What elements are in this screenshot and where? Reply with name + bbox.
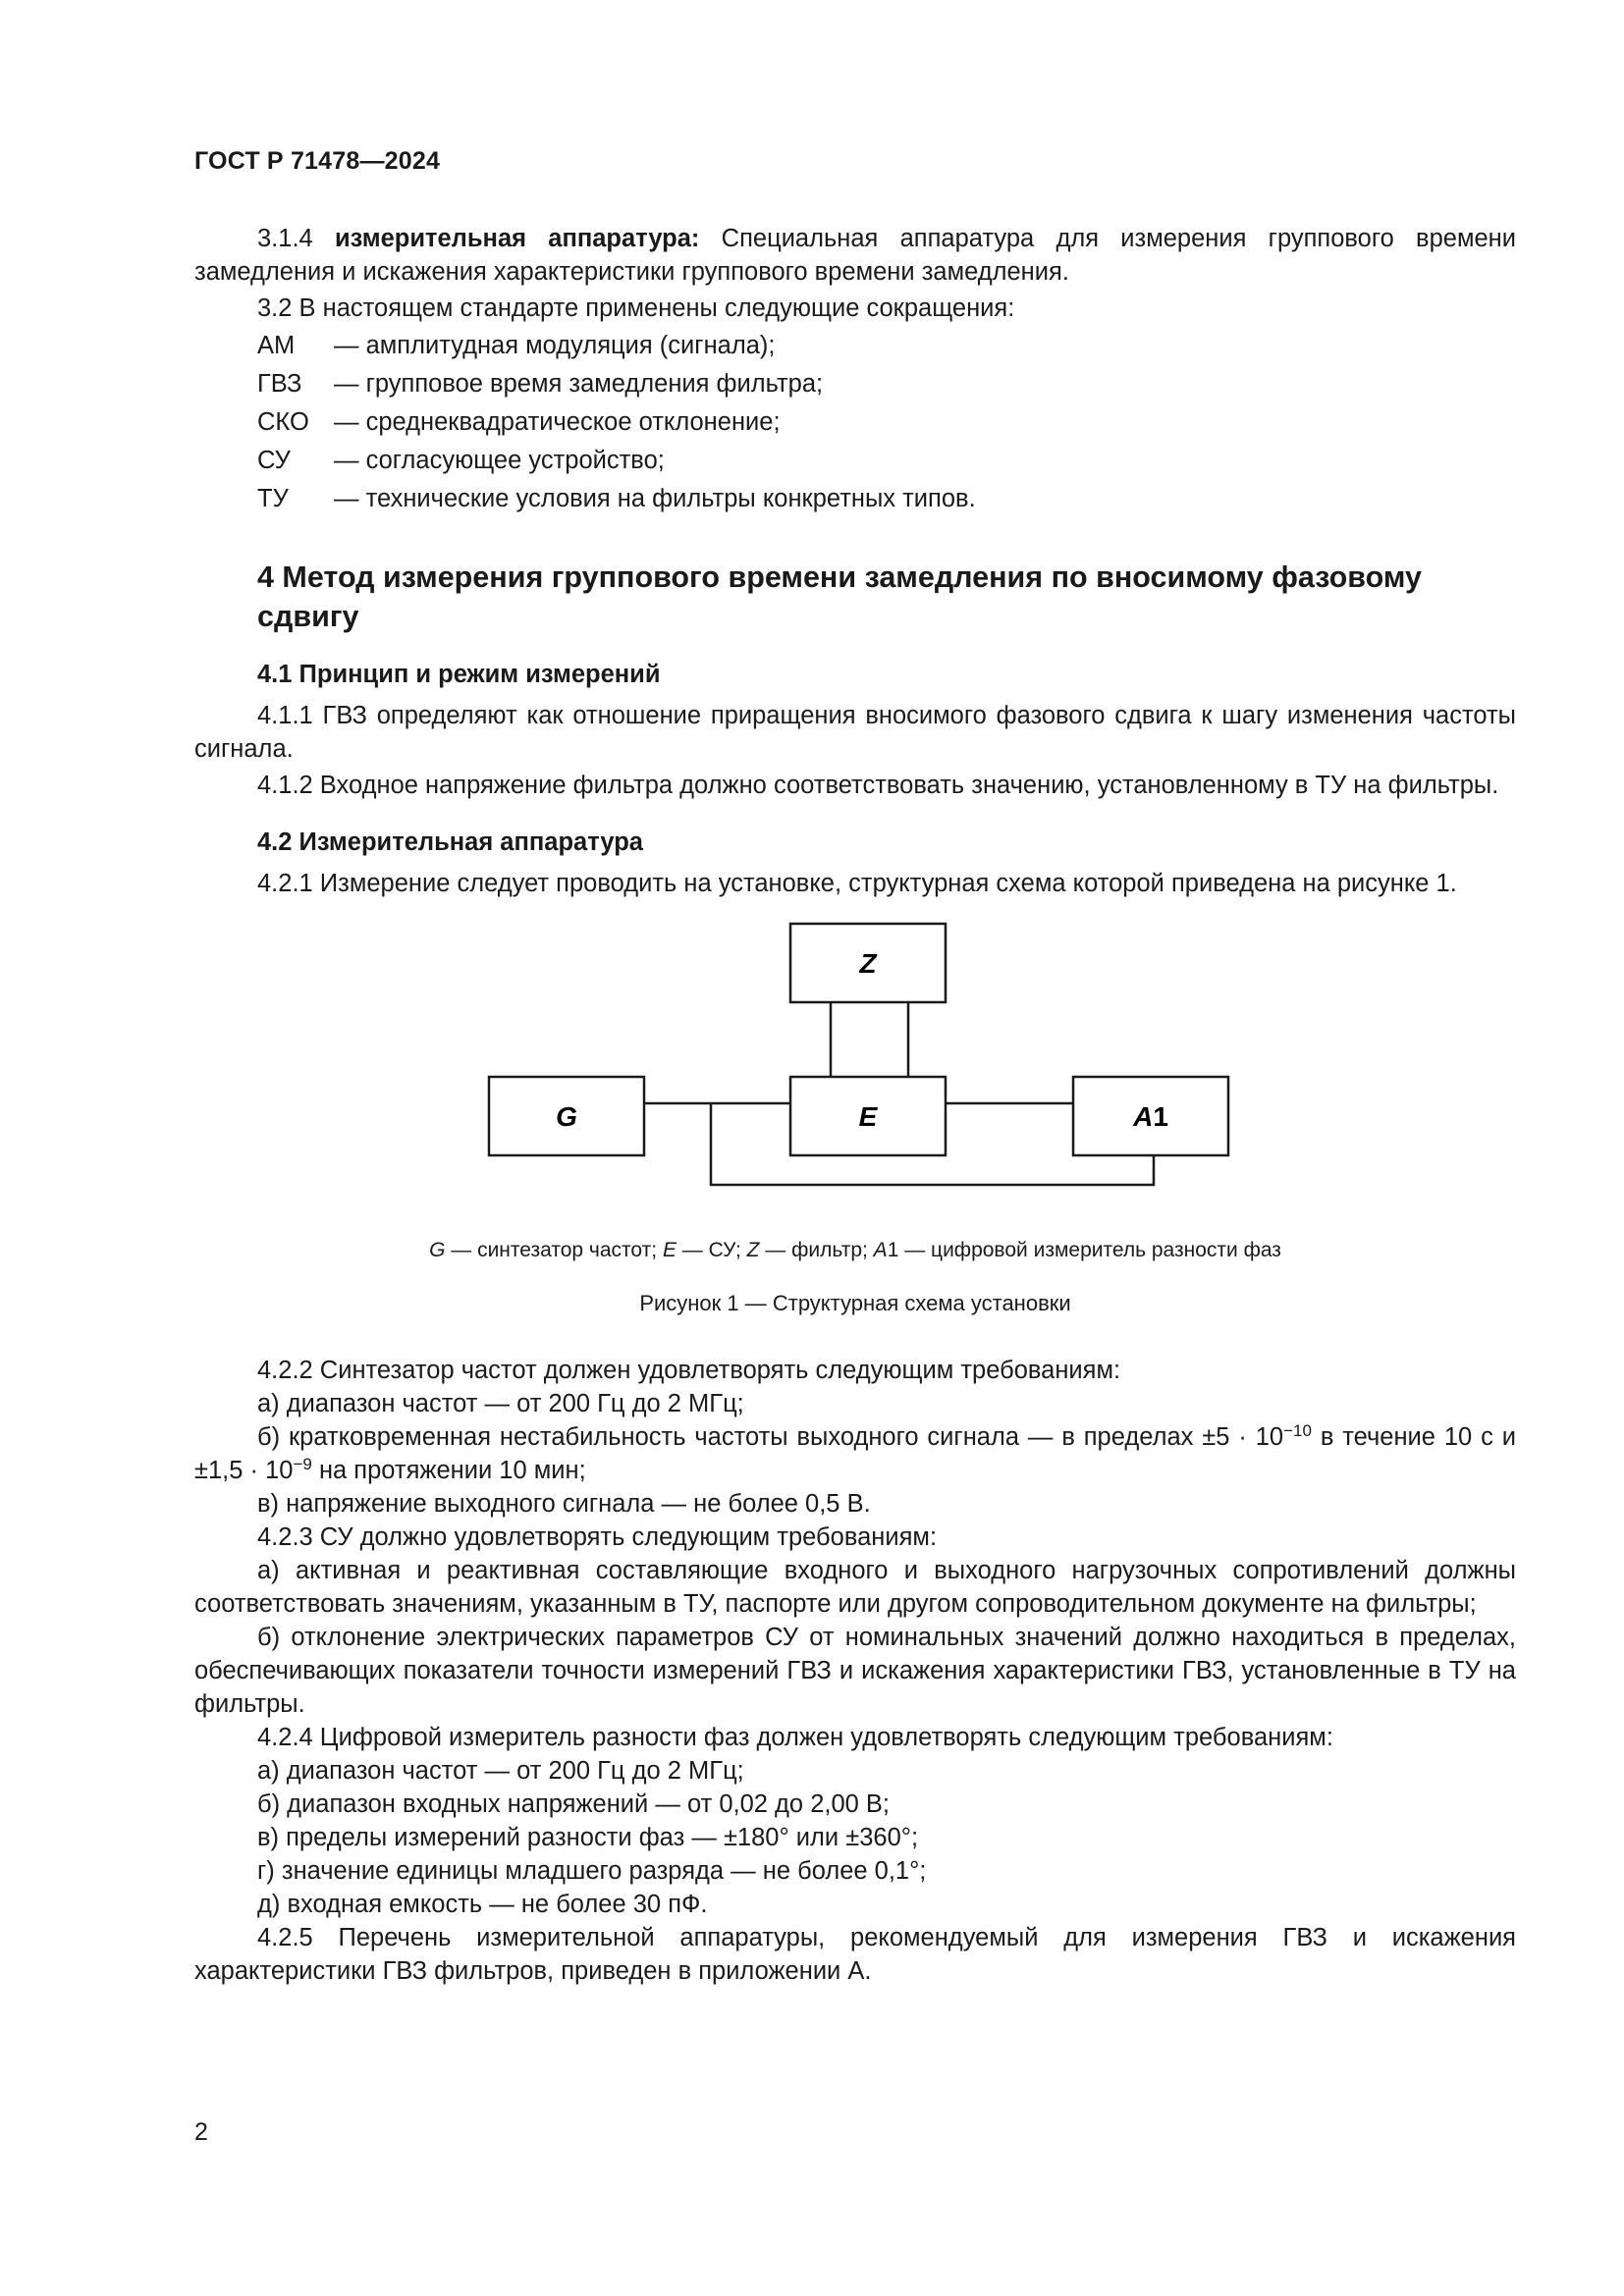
paragraph-4-2-4-b: б) диапазон входных напряжений — от 0,02 до 2,00 В; [257, 1790, 891, 1818]
paragraph-4-2-4-e: д) входная емкость — не более 30 пФ. [257, 1891, 708, 1918]
document-body [194, 222, 1516, 1988]
paragraph-4-2-3-b: б) отклонение электрических параметров СУ от номинальных значений должно находиться в пределах, обеспечивающих показатели точности измерений ГВЗ и искажения характеристики ГВЗ, установленные в ТУ на фильтры. [194, 1624, 1516, 1718]
block-e-label: E [858, 1101, 878, 1132]
paragraph-4-2-4-c: в) пределы измерений разности фаз — ±180° или ±360°; [257, 1824, 919, 1851]
page-number: 2 [194, 2118, 208, 2146]
paragraph-4-2-3-a: а) активная и реактивная составляющие входного и выходного нагрузочных сопротивлений должны соответствовать значениям, указанным в ТУ, паспорте или другом сопроводительном документе на фильтры; [194, 1557, 1516, 1618]
abbreviation-item: АМ — амплитудная модуляция (сигнала); [257, 332, 776, 359]
paragraph-4-2-4-d: г) значение единицы младшего разряда — не более 0,1°; [257, 1857, 927, 1885]
paragraph-4-2-4: 4.2.4 Цифровой измеритель разности фаз должен удовлетворять следующим требованиям: [257, 1724, 1333, 1751]
paragraph-4-2-2: 4.2.2 Синтезатор частот должен удовлетворять следующим требованиям: [257, 1357, 1121, 1384]
abbreviation-list [194, 327, 1516, 518]
abbreviation-item: ТУ — технические условия на фильтры конкретных типов. [257, 485, 976, 512]
block-diagram-svg [194, 912, 1516, 1236]
paragraph-3-2: 3.2 В настоящем стандарте применены следующие сокращения: [257, 294, 1015, 322]
term-measuring-equipment: измерительная аппаратура: [334, 225, 700, 252]
paragraph-4-2-2-b: б) кратковременная нестабильность частоты выходного сигнала — в пределах $\pm 5 \cdot 10^{-10}$ в течение 10 с $и \pm 1,5 \cdot 10^{-9}$ на протяжении 10 мин; [194, 1421, 1516, 1484]
abbreviation-item: ГВЗ — групповое время замедления фильтра; [257, 370, 824, 398]
subsection-4-1-heading: 4.1 Принцип и режим измерений [257, 661, 661, 688]
block-a1-label: A1 [1133, 1101, 1168, 1132]
figure-title: Рисунок 1 — Структурная схема установки [639, 1291, 1071, 1315]
paragraph-4-2-2-c: в) напряжение выходного сигнала — не более 0,5 В. [257, 1490, 871, 1518]
block-z-label: Z [859, 948, 877, 979]
wire-reference-loop [711, 1103, 1154, 1185]
paragraph-4-1-1: 4.1.1 ГВЗ определяют как отношение приращения вносимого фазового сдвига к шагу изменения частоты сигнала. [194, 702, 1516, 763]
figure-legend: G — синтезатор частот; E — СУ; Z — фильтр; A1 — цифровой измеритель разности фаз [429, 1239, 1281, 1261]
section-4-heading: 4 Метод измерения группового времени замедления по вносимому фазовому сдвигу [257, 561, 1422, 633]
abbreviation-item: СУ — согласующее устройство; [257, 447, 665, 474]
paragraph-4-2-2-a: а) диапазон частот — от 200 Гц до 2 МГц; [257, 1390, 744, 1417]
paragraph-4-2-1: 4.2.1 Измерение следует проводить на установке, структурная схема которой приведена на рисунке 1. [257, 870, 1457, 897]
paragraph-4-2-5: 4.2.5 Перечень измерительной аппаратуры, рекомендуемый для измерения ГВЗ и искажения характеристики ГВЗ фильтров, приведен в приложении А. [194, 1924, 1516, 1985]
figure-1-block-diagram [194, 912, 1516, 1236]
paragraph-4-2-4-a: а) диапазон частот — от 200 Гц до 2 МГц; [257, 1757, 744, 1785]
abbreviation-item: СКО — среднеквадратическое отклонение; [257, 408, 781, 436]
block-g-label: G [556, 1101, 577, 1132]
paragraph-4-1-2: 4.1.2 Входное напряжение фильтра должно соответствовать значению, установленному в ТУ на фильтры. [257, 772, 1499, 799]
paragraph-3-1-4: 3.1.4 измерительная аппаратура: Специальная аппаратура для измерения группового времени замедления и искажения характеристики группового времени замедления. [194, 225, 1516, 286]
subsection-4-2-heading: 4.2 Измерительная аппаратура [257, 828, 643, 856]
paragraph-4-2-3: 4.2.3 СУ должно удовлетворять следующим требованиям: [257, 1523, 938, 1551]
page-header: ГОСТ Р 71478—2024 [194, 147, 441, 175]
